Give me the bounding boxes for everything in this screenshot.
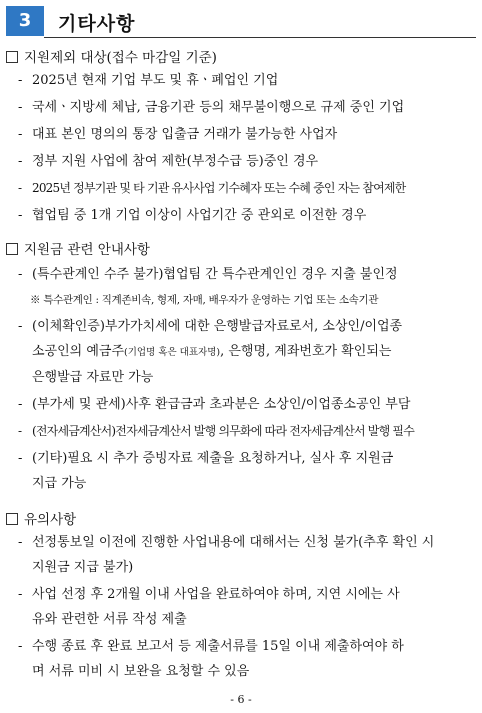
list-item: - (기타)필요 시 추가 증빙자료 제출을 요청하거나, 실사 후 지원금 지급 가능: [18, 451, 394, 491]
note-text: ※ 특수관계인 : 직계존비속, 형제, 자매, 배우자가 운영하는 기업 또는 소속기관: [30, 294, 379, 306]
list-item: - 수행 종료 후 완료 보고서 등 제출서류를 15일 이내 제출하여야 하 며 서류 미비 시 보완을 요청할 수 있음: [18, 639, 404, 679]
funding-heading: 지원금 관련 안내사항: [6, 238, 150, 258]
section-title: 기타사항: [58, 13, 136, 35]
list-item: - (부가세 및 관세)사후 환급금과 초과분은 소상인/이업종소공인 부담: [18, 397, 411, 412]
list-item: - 국세ㆍ지방세 체납, 금융기관 등의 채무불이행으로 규제 중인 기업: [18, 100, 405, 115]
cautions-heading: 유의사항: [6, 508, 76, 528]
list-item: - 정부 지원 사업에 참여 제한(부정수급 등)중인 경우: [18, 154, 319, 169]
list-item: - 2025년 정부기관 및 타 기관 유사사업 기수혜자 또는 수혜 중인 자는 참여제한: [18, 181, 406, 195]
checkbox-icon: [6, 51, 18, 63]
page-number: - 6 -: [230, 693, 252, 706]
checkbox-icon: [6, 243, 18, 255]
list-item: - 사업 선정 후 2개월 이내 사업을 완료하여야 하며, 지연 시에는 사 유와 관련한 서류 작성 제출: [18, 587, 400, 627]
list-item: - (이체확인증)부가가치세에 대한 은행발급자료로서, 소상인/이업종 소공인의 예금주(기업명 혹은 대표자명), 은행명, 계좌번호가 확인되는 은행발급 자료만 가능: [18, 319, 403, 385]
list-item: - 대표 본인 명의의 통장 입출금 거래가 불가능한 사업자: [18, 127, 338, 142]
section-number: 3: [6, 6, 44, 36]
ineligible-heading: 지원제외 대상(접수 마감일 기준): [6, 46, 217, 66]
list-item: - 협업팀 중 1개 기업 이상이 사업기간 중 관외로 이전한 경우: [18, 208, 367, 223]
list-item: - 선정통보일 이전에 진행한 사업내용에 대해서는 신청 불가(추후 확인 시 지원금 지급 불가): [18, 535, 435, 575]
list-item: - 2025년 현재 기업 부도 및 휴ㆍ폐업인 기업: [18, 73, 279, 88]
checkbox-icon: [6, 513, 18, 525]
list-item: - (특수관계인 수주 불가)협업팀 간 특수관계인인 경우 지출 불인정: [18, 267, 398, 282]
section-header: [6, 6, 476, 38]
section-underline: [44, 37, 476, 38]
list-item: - (전자세금계산서)전자세금계산서 발행 의무화에 따라 전자세금계산서 발행 필수: [18, 424, 414, 438]
